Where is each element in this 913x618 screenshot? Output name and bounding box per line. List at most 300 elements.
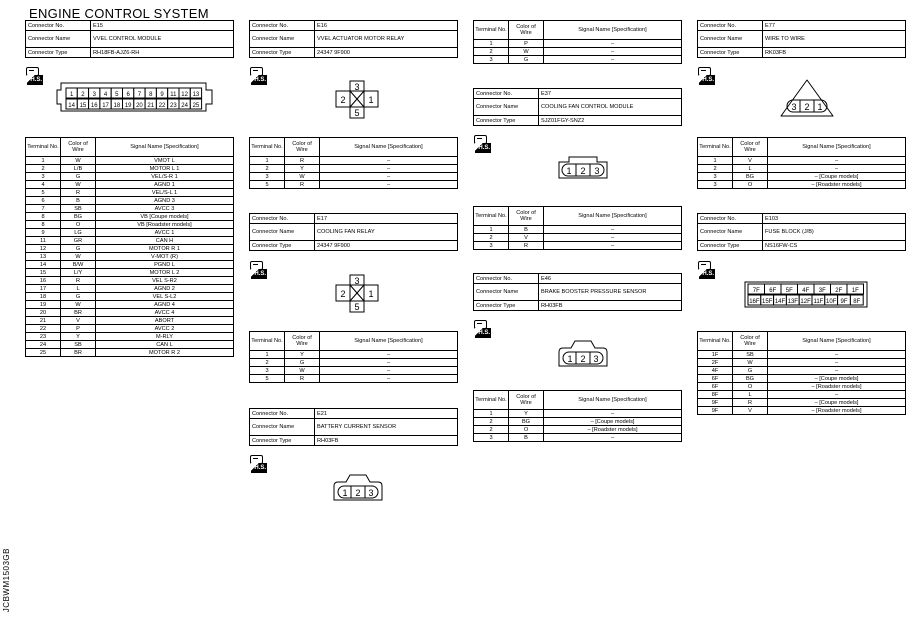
terminal-no: 21 [26,317,61,325]
table-row [474,410,682,418]
wire-color: B [509,434,544,442]
connector-e16-table [249,137,458,189]
pin-11F: 11F [813,299,824,305]
wire-color: P [61,325,96,333]
wire-color: L/B [61,165,96,173]
pin-4: 4 [103,92,108,98]
terminal-no: 18 [26,293,61,301]
terminal-no: 2 [474,234,509,242]
wire-color: G [733,367,768,375]
table-row [474,40,682,48]
pin-1: 1 [817,102,823,112]
terminal-no: 3 [250,367,285,375]
table-header [698,332,906,351]
pin-3: 3 [92,92,96,98]
terminal-no: 2 [26,165,61,173]
signal-name: – [320,359,458,367]
terminal-no: 7 [26,205,61,213]
signal-name: CAN H [96,237,234,245]
connector-e17-info: Connector No. E17 Connector Name COOLING FAN RELAY Connector Type 24347 9F900 [249,213,458,251]
pin-1: 1 [368,289,374,299]
pin-18: 18 [113,103,121,109]
table-header [250,332,458,351]
connector-e15-diagram [56,82,216,112]
table-row [698,407,906,415]
table-header [474,391,682,410]
connector-e103-diagram [744,281,868,308]
connector-e46-table [473,390,682,442]
wire-color: B [61,197,96,205]
table-row [26,189,234,197]
table-header [474,21,682,40]
wire-color: G [509,56,544,64]
signal-name: MOTOR L 2 [96,269,234,277]
signal-name: AVCC 2 [96,325,234,333]
signal-name: – [768,351,906,359]
pin-1: 1 [566,166,572,176]
signal-name: VEL S-L2 [96,293,234,301]
harness-side-icon: H.S. [474,320,491,339]
col-signal-name: Signal Name [Specification] [768,332,906,351]
connector-e15-table [25,137,234,357]
table-row [698,359,906,367]
terminal-no: 17 [26,285,61,293]
col-terminal-no: Terminal No. [250,332,285,351]
terminal-no: 1 [250,351,285,359]
table-row [26,165,234,173]
terminal-no: 1 [474,410,509,418]
signal-name: AGND 2 [96,285,234,293]
terminal-no: 4F [698,367,733,375]
signal-name: – [Coupe models] [768,399,906,407]
terminal-no: 2F [698,359,733,367]
wire-color: LG [61,229,96,237]
wire-color: L [61,285,96,293]
wire-color: O [733,383,768,391]
terminal-no: 9F [698,399,733,407]
terminal-no: 6 [26,197,61,205]
pin-21: 21 [147,103,155,109]
terminal-no: 6F [698,383,733,391]
table-row [26,285,234,293]
table-row [26,333,234,341]
pin-2: 2 [355,488,361,498]
wire-color: W [285,367,320,375]
col-color-of-wire: Color of Wire [733,138,768,157]
terminal-no: 3 [474,242,509,250]
wire-color: O [61,221,96,229]
table-row [26,253,234,261]
signal-name: – [768,367,906,375]
harness-side-icon: H.S. [250,455,267,474]
pin-6F: 6F [769,288,777,294]
pin-5F: 5F [785,288,793,294]
table-row [698,391,906,399]
signal-name: PGND L [96,261,234,269]
signal-name: – [544,226,682,234]
signal-name: AVCC 1 [96,229,234,237]
wire-color: V [61,317,96,325]
wire-color: B [509,226,544,234]
signal-name: MOTOR L 1 [96,165,234,173]
terminal-no: 3 [474,434,509,442]
connector-e15-info: Connector No. E15 Connector Name VVEL CONTROL MODULE Connector Type RH18FB-AJZ6-RH [25,20,234,58]
wire-color: SB [61,341,96,349]
harness-side-icon: H.S. [250,67,267,86]
table-row [26,173,234,181]
col-color-of-wire: Color of Wire [509,21,544,40]
connector-e103-info: Connector No. E103 Connector Name FUSE BLOCK (J/B) Connector Type NS16FW-CS [697,213,906,251]
signal-name: M-RLY [96,333,234,341]
terminal-no: 11 [26,237,61,245]
table-row [474,426,682,434]
wire-color: R [509,242,544,250]
signal-name: – [Roadster models] [768,383,906,391]
table-header [26,138,234,157]
col-color-of-wire: Color of Wire [509,391,544,410]
signal-name: CAN L [96,341,234,349]
terminal-no: 2 [250,165,285,173]
wire-color: W [285,173,320,181]
terminal-no: 9F [698,407,733,415]
pin-1: 1 [368,95,374,105]
terminal-no: 6F [698,375,733,383]
connector-e16-diagram [335,80,381,122]
wire-color: SB [61,205,96,213]
signal-name: – [Coupe models] [768,173,906,181]
signal-name: VMOT L [96,157,234,165]
signal-name: AGND 4 [96,301,234,309]
table-row [26,341,234,349]
terminal-no: 25 [26,349,61,357]
connector-e77-info: Connector No. E77 Connector Name WIRE TO WIRE Connector Type RK03FB [697,20,906,58]
table-row [698,157,906,165]
document-code: JCBWM1503GB [2,548,11,613]
table-row [698,383,906,391]
pin-15: 15 [79,103,87,109]
pin-2: 2 [580,354,586,364]
signal-name: – [Roadster models] [768,407,906,415]
pin-6: 6 [126,92,130,98]
table-header [250,138,458,157]
pin-5: 5 [354,108,360,118]
harness-side-icon: H.S. [474,135,491,154]
terminal-no: 22 [26,325,61,333]
col-signal-name: Signal Name [Specification] [96,138,234,157]
signal-name: – [320,375,458,383]
terminal-no: 5 [250,181,285,189]
wire-color: G [285,359,320,367]
connector-e77-table [697,137,906,189]
table-row [698,351,906,359]
col-terminal-no: Terminal No. [698,332,733,351]
table-row [474,434,682,442]
wire-color: Y [509,410,544,418]
signal-name: – [768,157,906,165]
pin-7: 7 [137,92,142,98]
terminal-no: 5 [26,189,61,197]
table-row [250,165,458,173]
signal-name: – [Roadster models] [544,426,682,434]
harness-side-icon: H.S. [250,261,267,280]
connector-e46-diagram [555,338,611,370]
signal-name: MOTOR R 1 [96,245,234,253]
col-signal-name: Signal Name [Specification] [320,138,458,157]
table-row [474,418,682,426]
wire-color: W [61,157,96,165]
table-row [26,221,234,229]
table-header [698,138,906,157]
col-terminal-no: Terminal No. [26,138,61,157]
table-row [698,165,906,173]
col-color-of-wire: Color of Wire [61,138,96,157]
pin-22: 22 [158,103,166,109]
signal-name: V-MOT (R) [96,253,234,261]
col-color-of-wire: Color of Wire [509,207,544,226]
table-row [26,301,234,309]
terminal-no: 9 [26,229,61,237]
wire-color: BG [733,375,768,383]
connector-e37-diagram [555,154,611,182]
table-row [26,277,234,285]
wire-color: Y [285,165,320,173]
terminal-no: 1 [250,157,285,165]
signal-name: – [768,391,906,399]
signal-name: ABORT [96,317,234,325]
terminal-no: 1 [698,157,733,165]
terminal-no: 3 [474,56,509,64]
col-terminal-no: Terminal No. [698,138,733,157]
pin-3: 3 [354,276,360,286]
pin-2: 2 [340,289,346,299]
signal-name: VEL S-R2 [96,277,234,285]
table-row [26,205,234,213]
pin-8: 8 [149,92,153,98]
terminal-no: 2 [474,418,509,426]
pin-9: 9 [160,92,164,98]
wire-color: V [733,407,768,415]
signal-name: – [Roadster models] [768,181,906,189]
pin-3: 3 [593,354,599,364]
col-signal-name: Signal Name [Specification] [544,207,682,226]
table-row [26,309,234,317]
wire-color: G [61,245,96,253]
table-row [26,349,234,357]
table-row [26,261,234,269]
wire-color: BR [61,349,96,357]
pin-13F: 13F [787,299,798,305]
table-row [698,375,906,383]
pin-12F: 12F [800,299,811,305]
signal-name: – [544,234,682,242]
wire-color: W [509,48,544,56]
table-row [250,173,458,181]
pin-2: 2 [340,95,346,105]
pin-7F: 7F [752,288,760,294]
signal-name: – [320,351,458,359]
terminal-no: 3 [698,173,733,181]
signal-name: VB [Roadster models] [96,221,234,229]
terminal-no: 8 [26,221,61,229]
terminal-no: 24 [26,341,61,349]
pin-2: 2 [580,166,586,176]
terminal-no: 8F [698,391,733,399]
table-row [474,234,682,242]
pin-1: 1 [567,354,573,364]
col-signal-name: Signal Name [Specification] [544,391,682,410]
pin-16F: 16F [749,299,760,305]
table-row [474,56,682,64]
pin-13: 13 [192,92,200,98]
pin-3: 3 [354,82,360,92]
signal-name: – [544,56,682,64]
pin-20: 20 [136,103,143,109]
pin-10F: 10F [826,299,837,305]
terminal-no: 2 [474,426,509,434]
signal-name: – [544,48,682,56]
terminal-no: 20 [26,309,61,317]
connector-e103-table [697,331,906,415]
wire-color: R [61,189,96,197]
col-terminal-no: Terminal No. [474,21,509,40]
col-signal-name: Signal Name [Specification] [544,21,682,40]
connector-e17-table [249,331,458,383]
pin-16: 16 [90,103,98,109]
terminal-no: 12 [26,245,61,253]
pin-3: 3 [791,102,797,112]
terminal-no: 1 [26,157,61,165]
pin-11: 11 [170,92,177,98]
wire-color: O [509,426,544,434]
wire-color: O [733,181,768,189]
terminal-no: 2 [474,48,509,56]
wire-color: BG [61,213,96,221]
harness-side-icon: H.S. [26,67,43,86]
signal-name: – [320,165,458,173]
wire-color: Y [285,351,320,359]
wire-color: G [61,173,96,181]
pin-19: 19 [124,103,132,109]
signal-name: – [Coupe models] [544,418,682,426]
pin-15F: 15F [762,299,773,305]
terminal-no: 1 [474,226,509,234]
pin-2: 2 [804,102,810,112]
wire-color: V [733,157,768,165]
connector-e17-diagram [335,274,381,316]
table-row [474,48,682,56]
wire-color: B/W [61,261,96,269]
wire-color: R [285,181,320,189]
pin-14F: 14F [774,299,786,305]
table-row [26,293,234,301]
signal-name: – [544,434,682,442]
connector-top-table [473,20,682,64]
wire-color: SB [733,351,768,359]
table-row [250,181,458,189]
terminal-no: 2 [698,165,733,173]
col-terminal-no: Terminal No. [250,138,285,157]
terminal-no: 1 [474,40,509,48]
table-row [26,229,234,237]
table-row [26,213,234,221]
signal-name: – [320,157,458,165]
signal-name: – [768,359,906,367]
wire-color: BG [509,418,544,426]
pin-1: 1 [69,92,74,98]
col-color-of-wire: Color of Wire [285,138,320,157]
pin-14: 14 [68,103,75,109]
signal-name: AGND 3 [96,197,234,205]
wire-color: BG [733,173,768,181]
pin-3: 3 [594,166,600,176]
wire-color: R [285,157,320,165]
wire-color: W [61,253,96,261]
table-row [250,359,458,367]
signal-name: VB [Coupe models] [96,213,234,221]
signal-name: – [544,40,682,48]
table-row [26,317,234,325]
terminal-no: 1F [698,351,733,359]
col-terminal-no: Terminal No. [474,207,509,226]
pin-24: 24 [181,103,188,109]
pin-17: 17 [102,103,109,109]
connector-e37-info: Connector No. E37 Connector Name COOLING FAN CONTROL MODULE Connector Type SJZ01FGY-SNZ2 [473,88,682,126]
terminal-no: 5 [250,375,285,383]
signal-name: AVCC 4 [96,309,234,317]
terminal-no: 3 [250,173,285,181]
wire-color: BR [61,309,96,317]
pin-1: 1 [342,488,348,498]
table-row [26,269,234,277]
table-row [250,375,458,383]
wire-color: L/Y [61,269,96,277]
pin-5: 5 [115,92,119,98]
table-row [698,173,906,181]
table-row [698,181,906,189]
terminal-no: 15 [26,269,61,277]
terminal-no: 14 [26,261,61,269]
table-row [26,237,234,245]
col-color-of-wire: Color of Wire [285,332,320,351]
pin-4F: 4F [802,288,810,294]
terminal-no: 23 [26,333,61,341]
signal-name: – [Coupe models] [768,375,906,383]
wire-color: L [733,391,768,399]
pin-12: 12 [181,92,188,98]
terminal-no: 3 [698,181,733,189]
table-row [26,181,234,189]
col-signal-name: Signal Name [Specification] [768,138,906,157]
table-row [474,226,682,234]
table-row [250,351,458,359]
connector-e46-info: Connector No. E46 Connector Name BRAKE BOOSTER PRESSURE SENSOR Connector Type RH03FB [473,273,682,311]
pin-2: 2 [81,92,85,98]
wire-color: P [509,40,544,48]
terminal-no: 3 [26,173,61,181]
wire-color: Y [61,333,96,341]
pin-3F: 3F [818,288,826,294]
signal-name: – [320,181,458,189]
terminal-no: 2 [250,359,285,367]
signal-name: VEL/S-R 1 [96,173,234,181]
table-row [26,157,234,165]
connector-e21-diagram [330,472,386,504]
table-row [26,197,234,205]
col-terminal-no: Terminal No. [474,391,509,410]
terminal-no: 4 [26,181,61,189]
wire-color: L [733,165,768,173]
wire-color: V [509,234,544,242]
